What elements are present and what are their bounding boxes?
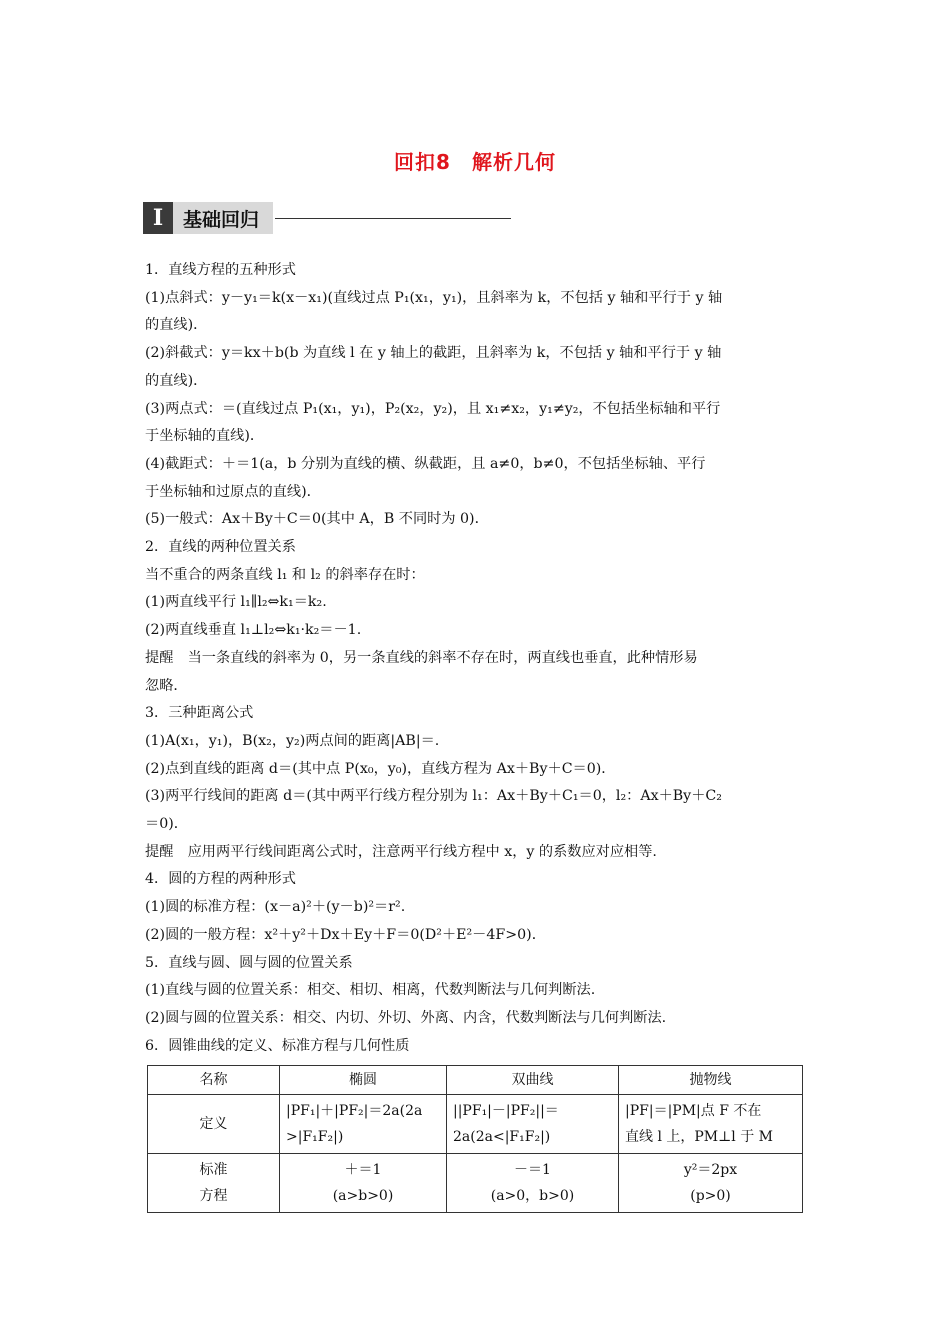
- section-number: I: [143, 202, 173, 234]
- text-line: (3)两点式：＝(直线过点 P₁(x₁，y₁)，P₂(x₂，y₂)，且 x₁≠x₂，y₁≠y₂，不包括坐标轴和平行: [145, 400, 721, 417]
- text-line: (2)两直线垂直 l₁⊥l₂⇔k₁·k₂＝－1.: [145, 622, 362, 639]
- cell-line: (a>b>0): [332, 1188, 394, 1204]
- cell-line: ||PF₁|－|PF₂||＝: [453, 1103, 559, 1119]
- text-line: 忽略．: [145, 677, 188, 694]
- cell-line: |PF|＝|PM|点 F 不在: [625, 1103, 762, 1119]
- row-label-standard-equation: [148, 1154, 280, 1213]
- section-banner: [143, 202, 511, 234]
- text-line: 4．圆的方程的两种形式: [145, 871, 296, 888]
- table-row-standard-equation: [148, 1154, 803, 1213]
- document-body: [145, 257, 807, 1060]
- text-line: ＝0)．: [145, 816, 188, 833]
- ellipse-definition: [280, 1095, 447, 1154]
- text-line: 当不重合的两条直线 l₁ 和 l₂ 的斜率存在时：: [145, 566, 425, 583]
- table-row-definition: [148, 1095, 803, 1154]
- cell-line: (p>0): [690, 1188, 731, 1204]
- conic-sections-table: [147, 1065, 803, 1213]
- text-line: 5．直线与圆、圆与圆的位置关系: [145, 954, 353, 971]
- cell-line: 标准: [199, 1162, 228, 1178]
- text-line: 的直线)．: [145, 317, 208, 334]
- text-line: (1)圆的标准方程：(x－a)²＋(y－b)²＝r².: [145, 899, 406, 916]
- text-line: (2)斜截式：y＝kx＋b(b 为直线 l 在 y 轴上的截距，且斜率为 k，不包括 y 轴和平行于 y 轴: [145, 345, 722, 362]
- text-line: 3．三种距离公式: [145, 705, 254, 722]
- cell-line: 直线 l 上，PM⊥l 于 M: [625, 1129, 774, 1145]
- text-line: (1)点斜式：y－y₁＝k(x－x₁)(直线过点 P₁(x₁，y₁)，且斜率为 k，不包括 y 轴和平行于 y 轴: [145, 289, 723, 306]
- cell-line: |PF₁|＋|PF₂|＝2a(2a: [286, 1103, 423, 1119]
- cell-line: 方程: [199, 1188, 228, 1204]
- text-line: 于坐标轴和过原点的直线)．: [145, 483, 321, 500]
- hyperbola-equation: [447, 1154, 619, 1213]
- header-name: 名称: [148, 1066, 280, 1095]
- ellipse-equation: [280, 1154, 447, 1213]
- section-label: 基础回归: [173, 202, 273, 234]
- text-line: (2)点到直线的距离 d＝(其中点 P(x₀，y₀)，直线方程为 Ax＋By＋C＝0)．: [145, 760, 616, 777]
- text-line: (5)一般式：Ax＋By＋C＝0(其中 A，B 不同时为 0)．: [145, 511, 489, 528]
- text-line: (1)直线与圆的位置关系：相交、相切、相离，代数判断法与几何判断法.: [145, 982, 596, 999]
- table-header-row: [148, 1066, 803, 1095]
- cell-line: ＋＝1: [344, 1162, 382, 1178]
- text-line: (2)圆的一般方程：x²＋y²＋Dx＋Ey＋F＝0(D²＋E²－4F>0)．: [145, 926, 546, 943]
- text-line: (1)A(x₁，y₁)，B(x₂，y₂)两点间的距离|AB|＝.: [145, 732, 440, 749]
- text-line: (1)两直线平行 l₁∥l₂⇔k₁＝k₂.: [145, 594, 327, 611]
- text-line: 1．直线方程的五种形式: [145, 262, 296, 278]
- text-line: 6．圆锥曲线的定义、标准方程与几何性质: [145, 1037, 410, 1054]
- header-ellipse: 椭圆: [280, 1066, 447, 1095]
- page-title: 回扣8 解析几何: [394, 150, 556, 174]
- text-line: 提醒 当一条直线的斜率为 0，另一条直线的斜率不存在时，两直线也垂直，此种情形易: [145, 649, 698, 666]
- text-line: 的直线)．: [145, 372, 208, 389]
- parabola-definition: [619, 1095, 803, 1154]
- text-line: (4)截距式：＋＝1(a，b 分别为直线的横、纵截距，且 a≠0，b≠0，不包括坐标轴、平行: [145, 455, 706, 472]
- row-label-definition: 定义: [148, 1095, 280, 1154]
- header-hyperbola: 双曲线: [447, 1066, 619, 1095]
- text-line: (3)两平行线间的距离 d＝(其中两平行线方程分别为 l₁：Ax＋By＋C₁＝0，l₂：Ax＋By＋C₂: [145, 788, 722, 805]
- text-line: 于坐标轴的直线)．: [145, 428, 265, 445]
- cell-line: (a>0，b>0): [490, 1188, 575, 1204]
- cell-line: y²＝2px: [683, 1162, 738, 1178]
- cell-line: －＝1: [514, 1162, 551, 1178]
- text-line: (2)圆与圆的位置关系：相交、内切、外切、外离、内含，代数判断法与几何判断法.: [145, 1009, 667, 1026]
- cell-line: >|F₁F₂|): [286, 1129, 344, 1145]
- cell-line: 2a(2a<|F₁F₂|): [453, 1129, 551, 1145]
- text-line: 2．直线的两种位置关系: [145, 539, 296, 556]
- text-line: 提醒 应用两平行线间距离公式时，注意两平行线方程中 x，y 的系数应对应相等.: [145, 843, 657, 860]
- section-divider: [275, 218, 511, 219]
- hyperbola-definition: [447, 1095, 619, 1154]
- parabola-equation: [619, 1154, 803, 1213]
- header-parabola: 抛物线: [619, 1066, 803, 1095]
